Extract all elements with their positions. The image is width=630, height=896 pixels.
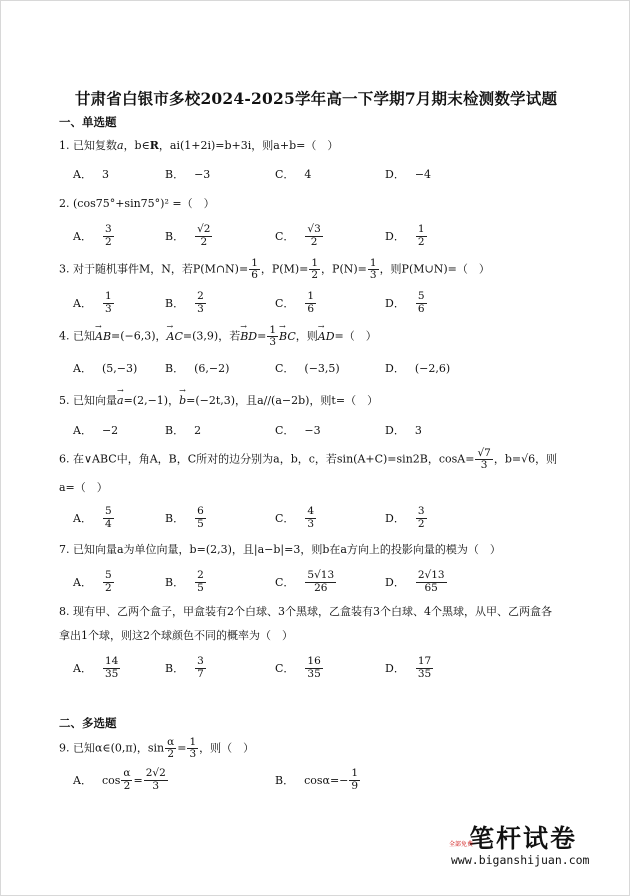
watermark-url[interactable]: www.biganshijuan.com bbox=[451, 853, 590, 867]
option-b[interactable]: B． (6,−2) bbox=[165, 361, 230, 375]
option-c[interactable]: C． $\frac{16}{35}$ bbox=[275, 655, 321, 680]
question-8-line-2: 拿出1个球，则这2个球颜色不同的概率为（ ） bbox=[59, 629, 293, 642]
option-c[interactable]: C． −3 bbox=[275, 423, 321, 437]
option-c[interactable]: C． 4 bbox=[275, 167, 312, 181]
question-8: 8. 现有甲、乙两个盒子，甲盒装有2个白球、3个黑球，乙盒装有3个白球、4个黑球，从甲、乙两盒各 bbox=[59, 605, 552, 618]
question-6-line-2: a=（ ） bbox=[59, 481, 108, 494]
watermark-brand: 笔杆试卷 bbox=[469, 824, 578, 853]
question-5: 5. 已知向量→ a=(2,−1)，→ b=(−2t,3)，且a//(a−2b)，则t=（ ） bbox=[59, 394, 378, 407]
options-q6 bbox=[73, 503, 593, 533]
option-b[interactable]: B． cosα=− $\frac{1}{9}$ bbox=[275, 767, 359, 792]
option-d[interactable]: D． $\frac{5}{6}$ bbox=[385, 290, 425, 315]
watermark-tag: 全部免费 bbox=[449, 841, 474, 848]
option-d[interactable]: D． $\frac{1}{2}$ bbox=[385, 223, 425, 248]
option-a[interactable]: A． cos $\frac{\alpha}{2}$ = $\frac{2√2}{3}$ bbox=[73, 767, 166, 792]
option-a[interactable]: A． −2 bbox=[73, 423, 119, 437]
question-4: 4. 已知→ AB=(−6,3)，→ AC=(3,9)，若→ BD= $\frac{1}{3}$ → BC，则→ AD=（ ） bbox=[59, 325, 377, 348]
options-q3 bbox=[73, 288, 593, 318]
option-d[interactable]: D． $\frac{3}{2}$ bbox=[385, 505, 425, 530]
option-c[interactable]: C． $\frac{√3}{2}$ bbox=[275, 223, 321, 248]
option-a[interactable]: A． $\frac{14}{35}$ bbox=[73, 655, 119, 680]
option-d[interactable]: D． $\frac{2√13}{65}$ bbox=[385, 569, 445, 594]
options-q4 bbox=[73, 353, 593, 383]
option-c[interactable]: C． (−3,5) bbox=[275, 361, 340, 375]
option-a[interactable]: A． $\frac{5}{2}$ bbox=[73, 569, 112, 594]
question-3: 3. 对于随机事件M，N，若P(M∩N)= $\frac{1}{6}$ ，P(M)= $\frac{1}{2}$ ，P(N)= $\frac{1}{3}$ ，则P(M∪N)=（ ） bbox=[59, 257, 490, 282]
option-d[interactable]: D． $\frac{17}{35}$ bbox=[385, 655, 432, 680]
option-b[interactable]: B． −3 bbox=[165, 167, 211, 181]
question-9: 9. 已知α∈(0,π)，sin $\frac{\alpha}{2}$ = $\frac{1}{3}$ ，则（ ） bbox=[59, 736, 255, 761]
options-q5 bbox=[73, 415, 593, 445]
option-d[interactable]: D． 3 bbox=[385, 423, 422, 437]
option-b[interactable]: B． $\frac{3}{7}$ bbox=[165, 655, 204, 680]
option-c[interactable]: C． $\frac{1}{6}$ bbox=[275, 290, 315, 315]
option-b[interactable]: B． $\frac{2}{5}$ bbox=[165, 569, 204, 594]
options-q7 bbox=[73, 567, 593, 597]
question-1: 1. 已知复数a，b∈R，ai(1+2i)=b+3i，则a+b=（ ） bbox=[59, 139, 339, 152]
option-a[interactable]: A． $\frac{3}{2}$ bbox=[73, 223, 112, 248]
option-d[interactable]: D． −4 bbox=[385, 167, 432, 181]
option-a[interactable]: A． (5,−3) bbox=[73, 361, 138, 375]
option-b[interactable]: B． $\frac{2}{3}$ bbox=[165, 290, 204, 315]
option-a[interactable]: A． $\frac{5}{4}$ bbox=[73, 505, 112, 530]
question-6: 6. 在∨ABC中，角A，B，C所对的边分别为a，b，c，若sin(A+C)=sin2B，cosA= $\frac{√7}{3}$ ，b=√6，则 bbox=[59, 447, 558, 472]
question-2: 2. (cos75°+sin75°)² =（ ） bbox=[59, 197, 215, 210]
section-single-choice: 一、单选题 bbox=[59, 115, 117, 129]
option-b[interactable]: B． $\frac{6}{5}$ bbox=[165, 505, 204, 530]
section-multi-choice: 二、多选题 bbox=[59, 716, 117, 730]
option-a[interactable]: A． $\frac{1}{3}$ bbox=[73, 290, 112, 315]
option-b[interactable]: B． $\frac{√2}{2}$ bbox=[165, 223, 211, 248]
option-c[interactable]: C． $\frac{5√13}{26}$ bbox=[275, 569, 335, 594]
option-d[interactable]: D． (−2,6) bbox=[385, 361, 451, 375]
options-q9 bbox=[73, 765, 593, 795]
question-7: 7. 已知向量a为单位向量，b=(2,3)，且|a−b|=3，则b在a方向上的投影向量的模为（ ） bbox=[59, 543, 501, 556]
option-b[interactable]: B． 2 bbox=[165, 423, 202, 437]
page-title: 甘肃省白银市多校2024-2025学年高一下学期7月期末检测数学试题 bbox=[74, 89, 558, 108]
option-c[interactable]: C． $\frac{4}{3}$ bbox=[275, 505, 315, 530]
options-q8 bbox=[73, 653, 593, 683]
question-number: 1. bbox=[59, 139, 70, 152]
options-q2 bbox=[73, 221, 593, 251]
options-q1 bbox=[73, 159, 593, 189]
option-a[interactable]: A． 3 bbox=[73, 167, 109, 181]
